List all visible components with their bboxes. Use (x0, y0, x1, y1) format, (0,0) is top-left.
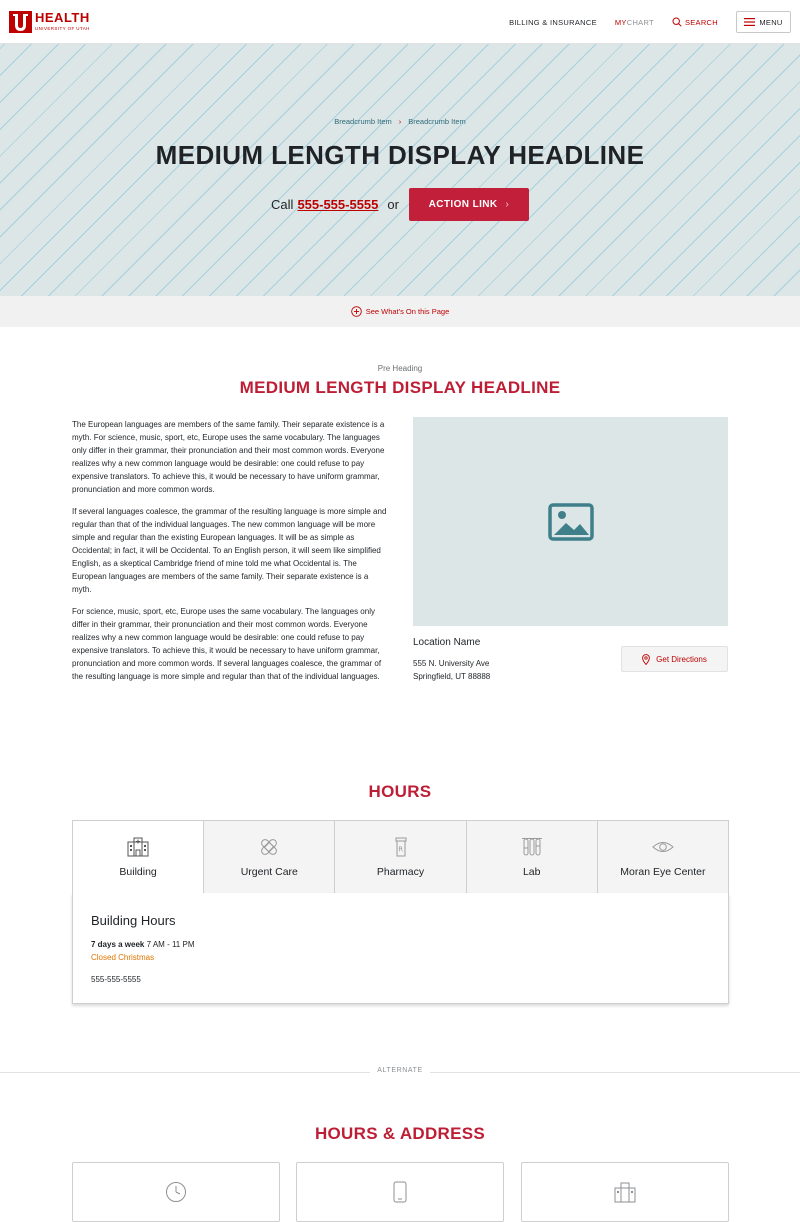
get-directions-button[interactable] (621, 646, 728, 672)
action-link-label: ACTION LINK (428, 199, 498, 210)
hours-card (72, 1162, 280, 1222)
logo-health-text: HEALTH (35, 10, 90, 25)
tab-label: Moran Eye Center (620, 866, 706, 878)
phone-link[interactable]: 555-555-5555 (297, 197, 379, 212)
hours-tab-panel (72, 893, 729, 1004)
hours-address-heading: HOURS & ADDRESS (314, 1124, 486, 1143)
hours-tabs (72, 820, 729, 894)
breadcrumb-item[interactable]: Breadcrumb Item (408, 117, 466, 126)
nav-billing-insurance[interactable]: BILLING & INSURANCE (509, 17, 597, 27)
action-link-button[interactable] (409, 188, 529, 221)
address-line-1: 555 N. University Ave (413, 659, 490, 668)
bandage-icon (258, 837, 280, 857)
tab-pharmacy[interactable] (335, 820, 466, 894)
tab-label: Lab (522, 866, 541, 878)
location-name: Location Name (413, 637, 481, 648)
menu-button[interactable] (736, 11, 791, 33)
nav-mychart[interactable] (615, 18, 654, 27)
closed-notice: Closed Christmas (91, 953, 155, 962)
get-directions-label: Get Directions (656, 654, 707, 664)
hours-times: 7 AM - 11 PM (146, 940, 195, 949)
test-tubes-icon (521, 837, 543, 857)
mychart-chart-text: CHART (626, 17, 654, 27)
hero-banner (0, 44, 800, 296)
mychart-my-text: MY (614, 17, 627, 27)
nav-search[interactable] (672, 17, 718, 27)
tab-lab[interactable] (467, 820, 598, 894)
prescription-icon (390, 837, 412, 857)
panel-phone[interactable]: 555-555-5555 (91, 975, 141, 984)
address-card (521, 1162, 729, 1222)
eye-icon (651, 837, 675, 857)
location-address (413, 657, 490, 683)
svg-text:R: R (397, 845, 403, 854)
hours-heading: HOURS (368, 782, 432, 801)
university-of-utah-health-logo[interactable] (9, 11, 90, 33)
tab-building[interactable] (72, 820, 204, 894)
hero-cta-row (0, 188, 800, 221)
tab-label: Urgent Care (240, 866, 298, 878)
building-icon (127, 837, 149, 857)
body-copy (72, 418, 390, 692)
nav-search-label: SEARCH (684, 17, 718, 27)
logo-subtitle: UNIVERSITY OF UTAH (35, 26, 90, 31)
panel-title: Building Hours (91, 913, 176, 928)
image-placeholder-icon (548, 503, 594, 541)
tab-label: Pharmacy (376, 866, 425, 878)
or-text: or (387, 197, 399, 212)
tab-label: Building (119, 866, 157, 878)
hours-days: 7 days a week (91, 940, 145, 949)
section-headline: MEDIUM LENGTH DISPLAY HEADLINE (239, 378, 561, 397)
phone-card (296, 1162, 504, 1222)
tab-moran-eye-center[interactable] (598, 820, 729, 894)
body-paragraph: The European languages are members of the same family. Their separate existence is a myth. For science, music, sport, etc, Europe uses the same vocabulary. The languages only differ in their grammar, their pronunciation and their most common words. Everyone realizes why a new common language would be desirable: one could refuse to pay expensive translators. To achieve this, it would be necessary to have uniform grammar, pronunciation and more common words. (72, 420, 385, 494)
menu-label: MENU (759, 17, 783, 27)
hours-address-cards (72, 1162, 729, 1222)
on-this-page-label: See What's On this Page (365, 307, 450, 316)
pre-heading: Pre Heading (377, 364, 423, 373)
map-pin-icon (642, 654, 650, 665)
breadcrumb (0, 117, 800, 126)
tab-urgent-care[interactable] (204, 820, 335, 894)
page-title: MEDIUM LENGTH DISPLAY HEADLINE (155, 140, 645, 170)
address-line-2: Springfield, UT 88888 (413, 672, 491, 681)
alternate-label: ALTERNATE (370, 1067, 430, 1074)
hamburger-icon (744, 18, 755, 26)
breadcrumb-separator-icon: › (398, 117, 402, 126)
call-prefix: Call (271, 197, 294, 212)
breadcrumb-item[interactable]: Breadcrumb Item (334, 117, 392, 126)
chevron-right-icon: › (505, 199, 510, 210)
u-logo-icon (9, 11, 32, 33)
body-paragraph: For science, music, sport, etc, Europe uses the same vocabulary. The languages only differ in their grammar, their pronunciation and their most common words. Everyone realizes why a new common language would be desirable: one could refuse to pay expensive translators. To achieve this, it would be necessary to have uniform grammar, pronunciation and more common words. If several languages coalesce, the grammar of the resulting language is more simple and regular than that of the individual languages. (72, 607, 382, 681)
site-header (0, 0, 800, 44)
plus-circle-icon (351, 306, 362, 317)
on-this-page-toggle[interactable] (0, 296, 800, 327)
body-paragraph: If several languages coalesce, the grammar of the resulting language is more simple and regular than that of the individual languages. The new common language will be more simple and regular than the existing European languages. It will be as simple as Occidental; in fact, it will be Occidental. To an English person, it will seem like simplified English, as a skeptical Cambridge friend of mine told me what Occidental is. The European languages are members of the same family. Their separate existence is a myth. (72, 507, 387, 594)
primary-nav (491, 0, 800, 44)
hours-schedule (91, 940, 194, 949)
location-image-placeholder (413, 417, 728, 626)
search-icon (672, 17, 682, 27)
